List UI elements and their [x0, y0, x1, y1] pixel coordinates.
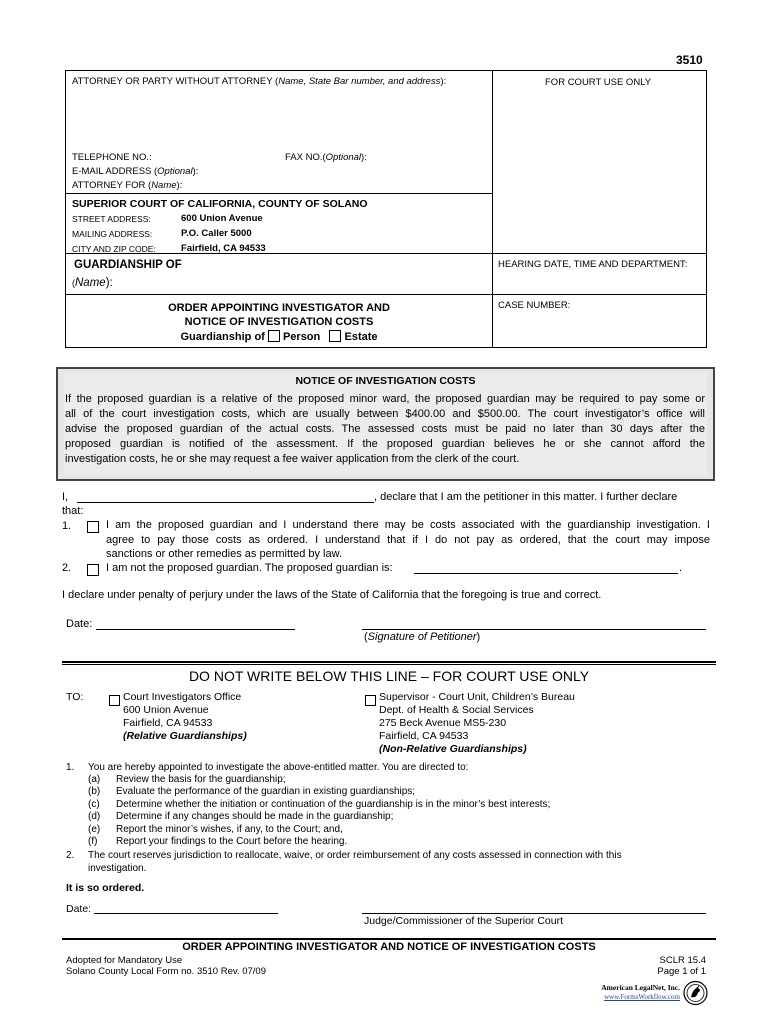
decl-item2-checkbox[interactable] — [87, 561, 99, 579]
decl-item1-line2: agree to pay those costs as ordered. I understand that if I do not pay as ordered, that the court may impose — [106, 534, 710, 546]
publisher-seal-icon — [683, 980, 708, 1006]
form-number: 3510 — [676, 53, 703, 67]
declare-text: , declare that I am the petitioner in this matter. I further declare — [374, 491, 678, 503]
guardianship-of-label: GUARDIANSHIP OF — [74, 259, 182, 271]
right-recipient-line: Dept. of Health & Social Services — [379, 704, 534, 716]
notice-line-3: advise the proposed guardian of the actual costs. The assessed costs must be paid no later than 30 days after the — [65, 423, 705, 435]
guardianship-type: Guardianship of Person Estate — [180, 331, 378, 343]
left-recipient — [123, 691, 247, 743]
left-recipient-line: Fairfield, CA 94533 — [123, 717, 213, 729]
order-subitem: (b) Evaluate the performance of the guardian in existing guardianships; — [88, 786, 416, 798]
signature-of-petitioner: (Signature of Petitioner) — [364, 631, 481, 643]
right-recipient-line: 275 Beck Avenue MS5-230 — [379, 717, 507, 729]
supervisor-checkbox[interactable] — [365, 691, 376, 709]
fax-label: FAX NO.(Optional): — [285, 152, 367, 163]
mailing-value: P.O. Caller 5000 — [181, 228, 252, 239]
footer-adopted: Adopted for Mandatory Use — [66, 955, 183, 966]
petitioner-date-label: Date: — [66, 618, 93, 630]
street-value: 600 Union Avenue — [181, 213, 263, 224]
email-label: E-MAIL ADDRESS (Optional): — [72, 166, 199, 177]
decl-item1-checkbox[interactable] — [87, 518, 99, 536]
decl-item2-number: 2. — [62, 562, 72, 574]
left-recipient-line: Court Investigators Office — [123, 691, 242, 703]
judge-signature-line[interactable] — [362, 913, 706, 914]
so-ordered: It is so ordered. — [66, 882, 145, 894]
publisher-name: American LegalNet, Inc. — [601, 983, 680, 992]
right-recipient-line: Fairfield, CA 94533 — [379, 730, 469, 742]
order-title-line2: NOTICE OF INVESTIGATION COSTS — [184, 316, 374, 328]
hearing-label: HEARING DATE, TIME AND DEPARTMENT: — [498, 259, 688, 270]
order-item1-number: 1. — [66, 762, 75, 773]
judge-date-label: Date: — [66, 903, 92, 915]
person-checkbox[interactable] — [268, 330, 280, 342]
decl-item2-end: . — [679, 562, 683, 574]
city-value: Fairfield, CA 94533 — [181, 243, 266, 254]
publisher-logo — [588, 980, 708, 1008]
court-use-header: DO NOT WRITE BELOW THIS LINE – FOR COURT USE ONLY — [188, 668, 590, 684]
footer-divider — [62, 938, 716, 940]
declarant-name-line[interactable] — [77, 502, 374, 503]
attorney-label: ATTORNEY OR PARTY WITHOUT ATTORNEY (Name, State Bar number, and address): — [72, 76, 447, 87]
telephone-label: TELEPHONE NO.: — [72, 152, 152, 163]
order-item1-text: You are hereby appointed to investigate the above-entitled matter. You are directed to: — [88, 762, 469, 773]
right-recipient-line: Supervisor - Court Unit, Children’s Bureau — [379, 691, 575, 703]
court-name: SUPERIOR COURT OF CALIFORNIA, COUNTY OF SOLANO — [72, 198, 368, 210]
order-subitem: (c) Determine whether the initiation or continuation of the guardianship is in the minor’s best interests; — [88, 798, 551, 810]
footer-rule: SCLR 15.4 — [659, 955, 706, 966]
order-item2-number: 2. — [66, 850, 75, 861]
perjury-statement: I declare under penalty of perjury under the laws of the State of California that the foregoing is true and correct. — [62, 589, 602, 601]
order-title-line1: ORDER APPOINTING INVESTIGATOR AND — [168, 302, 390, 314]
order-subitem: (d) Determine if any changes should be made in the guardianship; — [88, 811, 394, 823]
order-subitem: (e) Report the minor’s wishes, if any, to the Court; and, — [88, 823, 343, 835]
left-recipient-line: 600 Union Avenue — [123, 704, 209, 716]
petitioner-signature-line[interactable] — [362, 629, 706, 630]
court-use-divider — [62, 661, 716, 665]
court-use-box — [492, 70, 707, 254]
publisher-url[interactable]: www.FormsWorkflow.com — [604, 993, 680, 1001]
right-recipient-note: (Non-Relative Guardianships) — [379, 743, 527, 755]
judge-signature-label: Judge/Commissioner of the Superior Court — [364, 915, 564, 927]
judge-date-line[interactable] — [94, 913, 278, 914]
decl-item1-line1: I am the proposed guardian and I understand there may be costs associated with the guardianship investigation. I — [106, 519, 710, 531]
estate-checkbox[interactable] — [329, 330, 341, 342]
party-name-label: (Name): — [72, 277, 113, 289]
order-item2-line2: investigation. — [88, 863, 147, 874]
court-investigators-checkbox[interactable] — [109, 691, 120, 709]
declarant-i-label: I, — [62, 491, 69, 503]
notice-line-2: all of the court investigation costs, which are usually between $400.00 and $500.00. The court investigator’s office will — [65, 408, 705, 420]
order-subitem: (a) Review the basis for the guardianship; — [88, 774, 286, 785]
decl-item1-line3: sanctions or other remedies as permitted by law. — [106, 548, 343, 560]
order-item2-line1: The court reserves jurisdiction to reallocate, waive, or order reimbursement of any costs assessed in connection with this — [88, 850, 622, 861]
left-recipient-note: (Relative Guardianships) — [123, 730, 247, 742]
proposed-guardian-line[interactable] — [414, 573, 678, 574]
notice-title: NOTICE OF INVESTIGATION COSTS — [295, 375, 476, 387]
city-label: CITY AND ZIP CODE: — [72, 244, 156, 254]
street-label: STREET ADDRESS: — [72, 214, 151, 224]
footer-page: Page 1 of 1 — [657, 966, 706, 977]
notice-line-5: investigation costs, he or she may request a fee waiver application from the clerk of the court. — [65, 453, 520, 465]
decl-item2-text: I am not the proposed guardian. The proposed guardian is: — [106, 562, 393, 574]
that-label: that: — [62, 505, 84, 517]
notice-line-4: proposed guardian is notified of the assessment. If the proposed guardian believes he or she cannot afford the — [65, 438, 705, 450]
mailing-label: MAILING ADDRESS: — [72, 229, 153, 239]
petitioner-date-line[interactable] — [96, 629, 295, 630]
footer-local-form: Solano County Local Form no. 3510 Rev. 07/09 — [66, 966, 266, 977]
decl-item1-number: 1. — [62, 520, 72, 532]
court-use-only-label: FOR COURT USE ONLY — [545, 77, 652, 88]
order-subitem: (f) Report your findings to the Court before the hearing. — [88, 836, 348, 848]
case-number-label: CASE NUMBER: — [498, 300, 571, 311]
order-subitems — [88, 774, 550, 848]
footer-title: ORDER APPOINTING INVESTIGATOR AND NOTICE OF INVESTIGATION COSTS — [182, 941, 596, 953]
right-recipient — [379, 691, 575, 756]
to-label: TO: — [66, 691, 84, 703]
notice-line-1: If the proposed guardian is a relative of the proposed minor ward, the proposed guardian may be required to pay some or — [65, 393, 705, 405]
attorney-for-label: ATTORNEY FOR (Name): — [72, 180, 183, 191]
